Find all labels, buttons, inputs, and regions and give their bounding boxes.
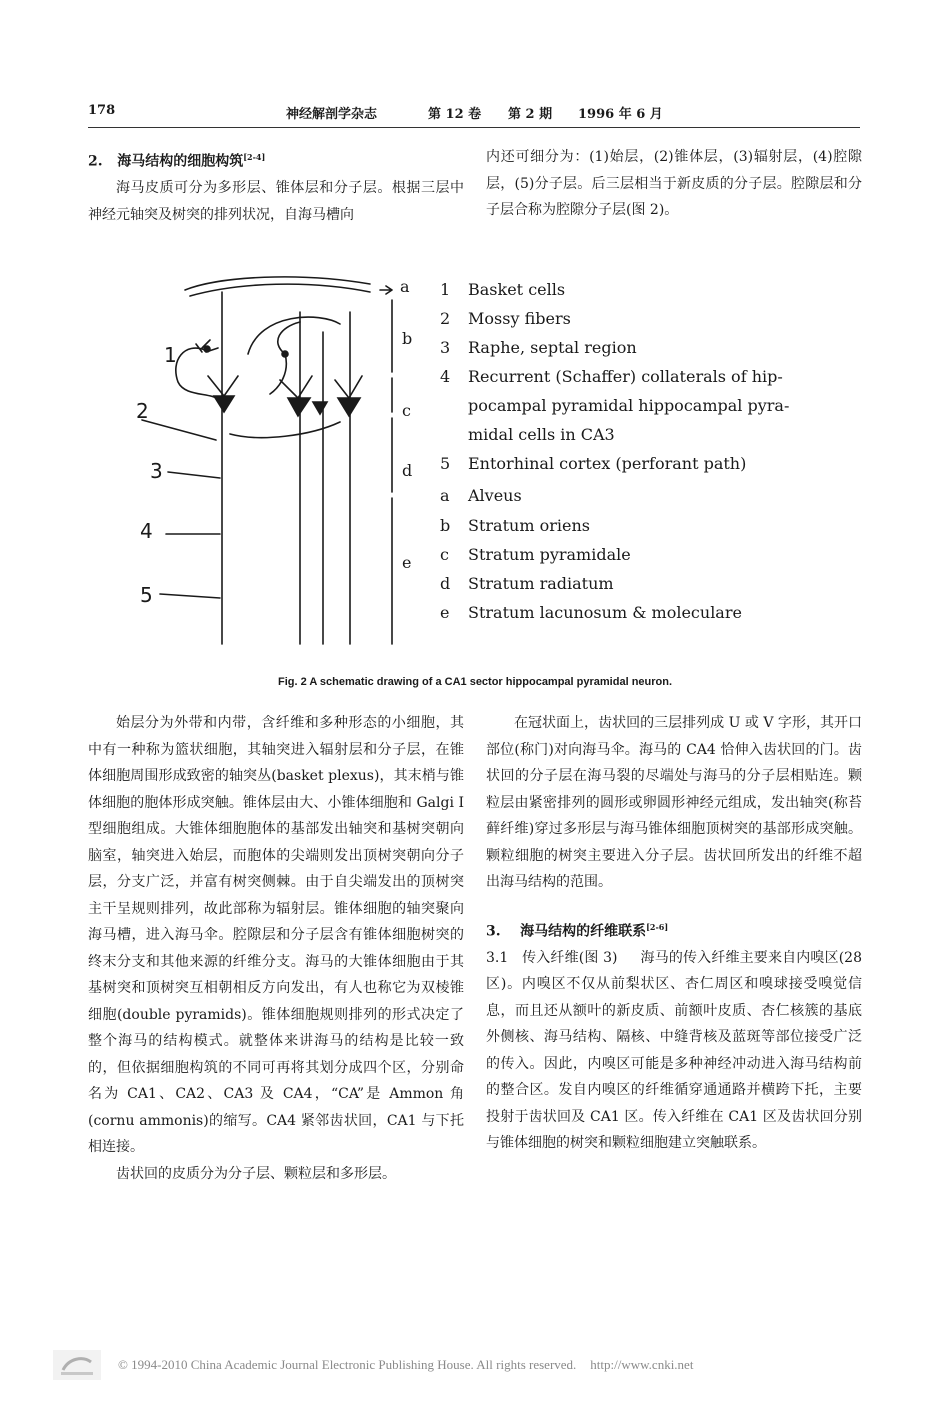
input-fiber-2: [142, 420, 216, 440]
cnki-logo-icon: [53, 1350, 101, 1380]
body-left-paragraph-1: 始层分为外带和内带，含纤维和多种形态的小细胞，其中有一种称为篮状细胞，其轴突进入辐射层和分子层，在锥体细胞周围形成致密的轴突丛(basket plexus)，其末梢与锥体细胞的胞体形成突触。锥体层由大、小锥体细胞和 Galgi Ⅰ 型细胞组成。大锥体细胞胞体的基部发出轴突和基树突朝向脑室，轴突进入始层，而胞体的尖端则发出顶树突朝向分子层，分支广泛，并富有树突侧棘。由于自尖端发出的顶树突主干呈规则排列，故此部称为辐射层。锥体细胞的轴突聚向海马槽，进入海马伞。腔隙层和分子层含有锥体细胞树突的终末分支和其他来源的纤维分支。海马的大锥体细胞由于其基树突和顶树突互相朝相反方向发出，有人也称它为双棱锥细胞(double pyramids)。锥体细胞规则排列的形式决定了整个海马的结构模式。就整体来讲海马的结构是比较一致的，但依据细胞构筑的不同可再将其划分成四个区，分别命名为 CA1、CA2、CA3 及 CA4，“CA”是 Ammon 角(cornu ammonis)的缩写。CA4 紧邻齿状回，CA1 与下托相连接。: [88, 715, 464, 1155]
pyramidal-cell-1: [214, 396, 234, 412]
basket-cell-axon: [176, 348, 220, 400]
journal-date: 1996 年 6 月: [578, 107, 663, 122]
figure-caption: Fig. 2 A schematic drawing of a CA1 sector hippocampal pyramidal neuron.: [277, 676, 673, 688]
layer-e-label: e: [402, 553, 412, 572]
footer-url[interactable]: http://www.cnki.net: [590, 1357, 694, 1372]
section3-number: 3.: [486, 923, 501, 940]
layer-a-label: a: [400, 277, 410, 296]
section2-title: 海马结构的细胞构筑: [117, 153, 244, 170]
subsection-3-1: [486, 945, 862, 1157]
pointer-4-label: 4: [140, 519, 153, 543]
section3-ref: [2-6]: [646, 921, 669, 932]
layer-c-label: c: [402, 401, 411, 420]
section2-left-column: [88, 144, 464, 228]
input-fiber-5: [160, 594, 220, 598]
section3-heading: [486, 914, 862, 945]
basket-cell-body: [204, 346, 210, 352]
section2-left-paragraph: 海马皮质可分为多形层、锥体层和分子层。根据三层中神经元轴突及树突的排列状况，自海马槽向: [88, 180, 464, 223]
section2-ref: [2-4]: [243, 152, 266, 162]
pointer-1-label: 1: [164, 343, 177, 367]
pointer-3-label: 3: [150, 459, 163, 483]
interneuron-processes: [270, 322, 300, 394]
pyramidal-cell-2: [288, 398, 310, 416]
recurrent-collateral: [248, 317, 340, 354]
journal-issue: 第 2 期: [508, 107, 553, 122]
layer-b-label: b: [402, 329, 413, 348]
body-right-column: [486, 710, 862, 1157]
subsection-3-1-title: 传入纤维(图 3): [522, 949, 618, 966]
section2-right-paragraph: 内还可细分为：(1)始层，(2)锥体层，(3)辐射层，(4)腔隙层，(5)分子层。后三层相当于新皮质的分子层。腔隙层和分子层合称为腔隙分子层(图 2)。: [486, 149, 862, 218]
layer-d-label: d: [402, 461, 413, 480]
pointer-2-label: 2: [136, 399, 149, 423]
section2-number: 2.: [88, 153, 103, 170]
input-fiber-3: [168, 472, 220, 478]
section2-heading: [88, 144, 464, 175]
footer: [118, 1357, 693, 1373]
body-left-column: [88, 710, 464, 1187]
body-left-paragraph-2: 齿状回的皮质分为分子层、颗粒层和多形层。: [116, 1165, 396, 1182]
pyramidal-cell-3: [313, 402, 327, 414]
pointer-5-label: 5: [140, 583, 153, 607]
footer-copyright: © 1994-2010 China Academic Journal Electronic Publishing House. All rights reserved.: [118, 1357, 577, 1372]
figure-schematic-drawing: [130, 272, 435, 652]
page-number: 178: [88, 103, 116, 118]
header-rule: [88, 127, 860, 128]
pyramidal-cell-4: [338, 398, 360, 416]
body-right-paragraph-1: 在冠状面上，齿状回的三层排列成 U 或 V 字形，其开口部位(称门)对向海马伞。海马的 CA4 恰伸入齿状回的门。齿状回的分子层在海马裂的尽端处与海马的分子层相贴连。颗粒层由紧密排列的圆形或卵圆形神经元组成，发出轴突(称苔藓纤维)穿过多形层与海马锥体细胞顶树突的基部形成突触。颗粒细胞的树突主要进入分子层。齿状回所发出的纤维不超出海马结构的范围。: [486, 715, 862, 890]
layer-a-arrow: [380, 286, 392, 294]
subsection-3-1-text: 海马的传入纤维主要来自内嗅区(28 区)。内嗅区不仅从前梨状区、杏仁周区和嗅球接受嗅觉信息，而且还从额叶的新皮质、前额叶皮质、杏仁核簇的基底外侧核、海马结构、隔核、中缝背核及蓝斑等部位接受广泛的传入。因此，内嗅区可能是多种神经冲动进入海马结构前的整合区。发自内嗅区的纤维循穿通通路并横跨下托，主要投射于齿状回及 CA1 区。传入纤维在 CA1 区及齿状回分别与锥体细胞的树突和颗粒细胞建立突触联系。: [486, 949, 863, 1152]
journal-volume: 第 12 卷: [428, 107, 482, 122]
alveus-fiber-second: [190, 284, 370, 296]
subsection-3-1-number: 3.1: [486, 949, 509, 966]
basal-dendrites: [208, 376, 362, 398]
journal-title: 神经解剖学杂志: [286, 107, 378, 122]
section3-title: 海马结构的纤维联系: [520, 923, 647, 940]
